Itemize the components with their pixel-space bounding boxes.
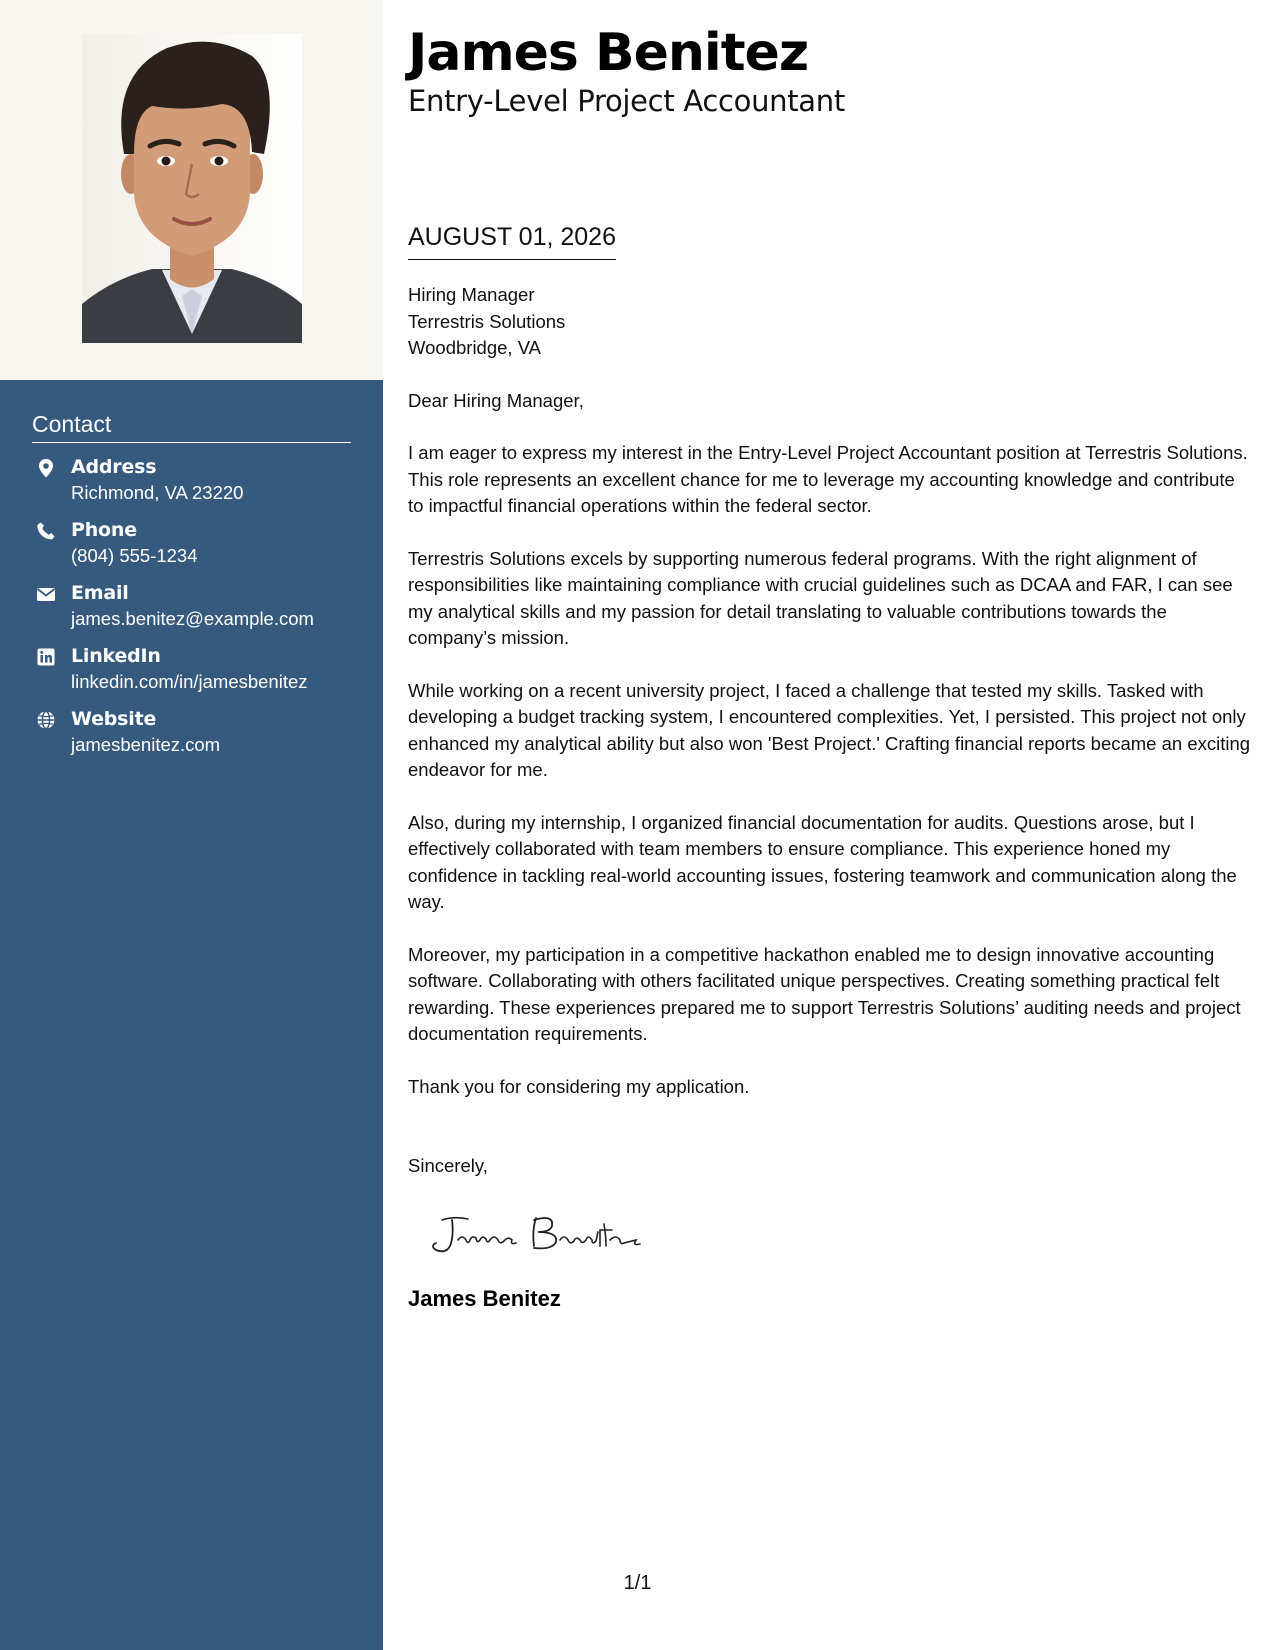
handwritten-signature	[424, 1210, 654, 1260]
contact-linkedin	[32, 645, 372, 708]
contact-email	[32, 582, 372, 645]
letter-paragraph: Terrestris Solutions excels by supporting numerous federal programs. With the right alignment of responsibilities like maintaining compliance with crucial guidelines such as DCAA and FAR, I can see my analytical skills and my passion for detail translating to valuable contributions towards the company’s mission.	[408, 547, 1233, 648]
contact-website	[32, 708, 372, 771]
letter-paragraph: Thank you for considering my application.	[408, 1075, 750, 1097]
globe-icon	[36, 710, 56, 730]
letter-body	[408, 282, 1254, 1312]
closing: Sincerely,	[408, 1155, 488, 1176]
letter-paragraph: I am eager to express my interest in the Entry-Level Project Accountant position at Terrestris Solutions. This role represents an excellent chance for me to leverage my accounting knowledge and contribute to impactful financial operations within the federal sector.	[408, 442, 1248, 516]
signature-name: James Benitez	[408, 1285, 561, 1311]
recipient-line: Terrestris Solutions	[408, 310, 566, 332]
letter-date: AUGUST 01, 2026	[408, 222, 616, 260]
salutation: Dear Hiring Manager,	[408, 389, 584, 411]
letter-paragraph: While working on a recent university project, I faced a challenge that tested my skills. Tasked with developing a budget tracking system, I encountered complexities. Yet, I persisted. This project not only enhanced my analytical ability but also won 'Best Project.' Crafting financial reports became an exciting endeavor for me.	[408, 679, 1251, 780]
phone-value[interactable]: (804) 555-1234	[71, 545, 198, 566]
map-pin-icon	[36, 458, 56, 478]
recipient-block	[408, 282, 1254, 362]
contact-heading: Contact	[32, 411, 351, 443]
contact-label: Email	[71, 582, 129, 604]
recipient-line: Woodbridge, VA	[408, 337, 542, 358]
contact-label: Address	[71, 456, 157, 478]
profile-photo	[82, 34, 302, 343]
address-value: Richmond, VA 23220	[71, 482, 244, 503]
recipient-line: Hiring Manager	[408, 284, 535, 305]
linkedin-icon	[36, 647, 56, 667]
contact-address	[32, 456, 372, 519]
linkedin-value[interactable]: linkedin.com/in/jamesbenitez	[71, 671, 308, 692]
job-title: Entry-Level Project Accountant	[408, 84, 845, 118]
page-number: 1/1	[623, 1572, 652, 1594]
email-value[interactable]: james.benitez@example.com	[71, 608, 314, 629]
sidebar	[0, 0, 383, 1650]
website-value[interactable]: jamesbenitez.com	[71, 734, 221, 755]
photo-area	[0, 0, 383, 380]
contact-phone	[32, 519, 372, 582]
contact-list	[32, 456, 372, 771]
applicant-name: James Benitez	[408, 23, 809, 83]
contact-label: Website	[71, 708, 157, 730]
contact-label: LinkedIn	[71, 645, 161, 667]
letter-paragraph: Moreover, my participation in a competitive hackathon enabled me to design innovative accounting software. Collaborating with others facilitated unique perspectives. Creating something practical felt rewarding. These experiences prepared me to support Terrestris Solutions’ auditing needs and project documentation requirements.	[408, 943, 1241, 1044]
phone-icon	[36, 521, 56, 541]
contact-label: Phone	[71, 519, 137, 541]
envelope-icon	[36, 584, 56, 604]
letter-paragraph: Also, during my internship, I organized financial documentation for audits. Questions arose, but I effectively collaborated with team members to ensure compliance. This experience honed my confidence in tackling real-world accounting issues, fostering teamwork and communication along the way.	[408, 811, 1237, 912]
